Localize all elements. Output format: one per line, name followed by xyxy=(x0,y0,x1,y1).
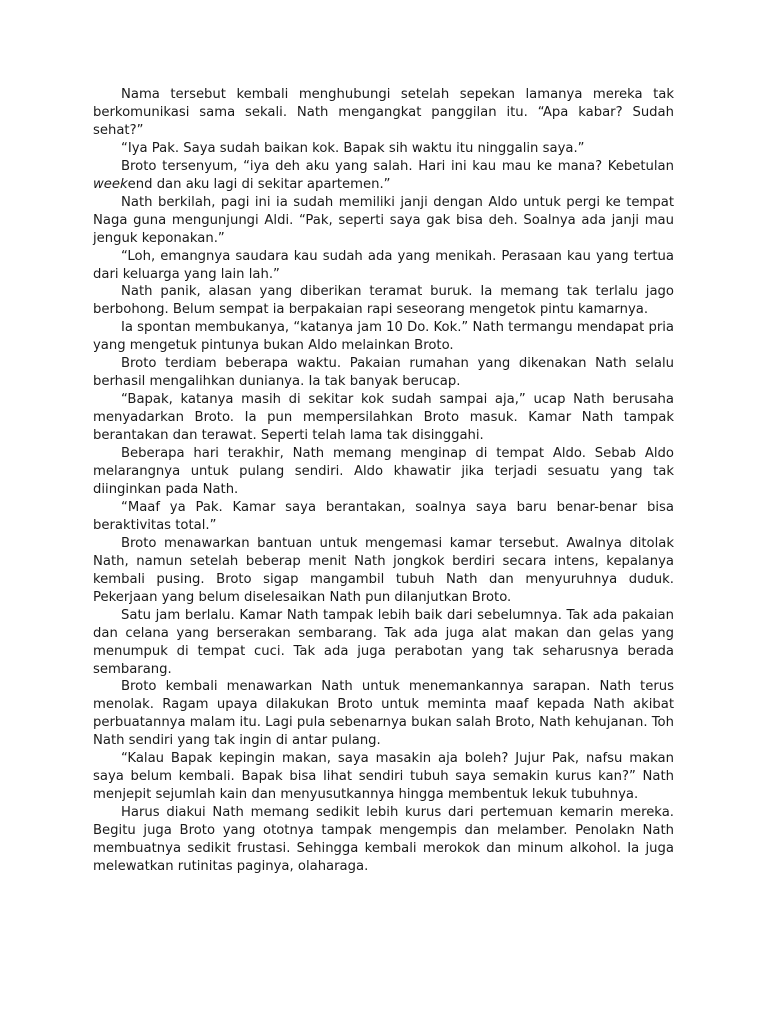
paragraph-8: Broto terdiam beberapa waktu. Pakaian rumahan yang dikenakan Nath selalu berhasil mengalihkan dunianya. Ia tak banyak berucap. xyxy=(93,356,674,390)
paragraph-4: Nath berkilah, pagi ini ia sudah memiliki janji dengan Aldo untuk pergi ke tempat Naga guna mengunjungi Aldi. “Pak, seperti saya gak bisa deh. Soalnya ada janji mau jenguk keponakan.” xyxy=(93,194,674,246)
paragraph-14: Broto kembali menawarkan Nath untuk menemankannya sarapan. Nath terus menolak. Ragam upaya dilakukan Broto untuk meminta maaf kepada Nath akibat perbuatannya malam itu. Lagi pula sebenarnya bukan salah Broto, Nath kehujanan. Toh Nath sendiri yang tak ingin di antar pulang. xyxy=(93,679,674,749)
document-page xyxy=(93,86,674,876)
paragraph-16: Harus diakui Nath memang sedikit lebih kurus dari pertemuan kemarin mereka. Begitu juga Broto yang ototnya tampak mengempis dan melamber. Penolakn Nath membuatnya sedikit frustasi. Sehingga kembali merokok dan minum alkohol. Ia juga melewatkan rutinitas paginya, olaharaga. xyxy=(93,805,674,874)
paragraph-3-italic: week xyxy=(93,176,128,192)
paragraph-5: “Loh, emangnya saudara kau sudah ada yang menikah. Perasaan kau yang tertua dari keluarga yang lain lah.” xyxy=(93,248,674,282)
paragraph-15: “Kalau Bapak kepingin makan, saya masakin aja boleh? Jujur Pak, nafsu makan saya belum kembali. Bapak bisa lihat sendiri tubuh saya semakin kurus kan?” Nath menjepit sejumlah kain dan menyusutkannya hingga membentuk lekuk tubuhnya. xyxy=(93,751,674,803)
paragraph-1: Nama tersebut kembali menghubungi setelah sepekan lamanya mereka tak berkomunikasi sama sekali. Nath mengangkat panggilan itu. “Apa kabar? Sudah sehat?” xyxy=(93,87,674,138)
paragraph-3-before: Broto tersenyum, “iya deh aku yang salah. Hari ini kau mau ke mana? Kebetulan xyxy=(121,158,674,174)
paragraph-6: Nath panik, alasan yang diberikan teramat buruk. Ia memang tak terlalu jago berbohong. Belum sempat ia berpakaian rapi seseorang mengetok pintu kamarnya. xyxy=(93,284,674,318)
paragraph-13: Satu jam berlalu. Kamar Nath tampak lebih baik dari sebelumnya. Tak ada pakaian dan celana yang berserakan sembarang. Tak ada juga alat makan dan gelas yang menumpuk di tempat cuci. Tak ada juga perabotan yang tak seharusnya berada sembarang. xyxy=(93,607,674,677)
paragraph-11: “Maaf ya Pak. Kamar saya berantakan, soalnya saya baru benar-benar bisa beraktivitas total.” xyxy=(93,499,674,533)
paragraph-2: “Iya Pak. Saya sudah baikan kok. Bapak sih waktu itu ninggalin saya.” xyxy=(121,140,585,156)
paragraph-3-after: end dan aku lagi di sekitar apartemen.” xyxy=(127,176,391,192)
paragraph-10: Beberapa hari terakhir, Nath memang menginap di tempat Aldo. Sebab Aldo melarangnya untuk pulang sendiri. Aldo khawatir jika terjadi sesuatu yang tak diinginkan pada Nath. xyxy=(93,446,674,497)
paragraph-9: “Bapak, katanya masih di sekitar kok sudah sampai aja,” ucap Nath berusaha menyadarkan Broto. Ia pun mempersilahkan Broto masuk. Kamar Nath tampak berantakan dan terawat. Seperti telah lama tak disinggahi. xyxy=(93,392,674,444)
paragraph-3 xyxy=(93,158,674,194)
paragraph-7: Ia spontan membukanya, “katanya jam 10 Do. Kok.” Nath termangu mendapat pria yang mengetuk pintunya bukan Aldo melainkan Broto. xyxy=(93,320,674,354)
paragraph-12: Broto menawarkan bantuan untuk mengemasi kamar tersebut. Awalnya ditolak Nath, namun setelah beberap menit Nath jongkok berdiri secara intens, kepalanya kembali pusing. Broto sigap mangambil tubuh Nath dan menyuruhnya duduk. Pekerjaan yang belum diselesaikan Nath pun dilanjutkan Broto. xyxy=(93,535,674,605)
